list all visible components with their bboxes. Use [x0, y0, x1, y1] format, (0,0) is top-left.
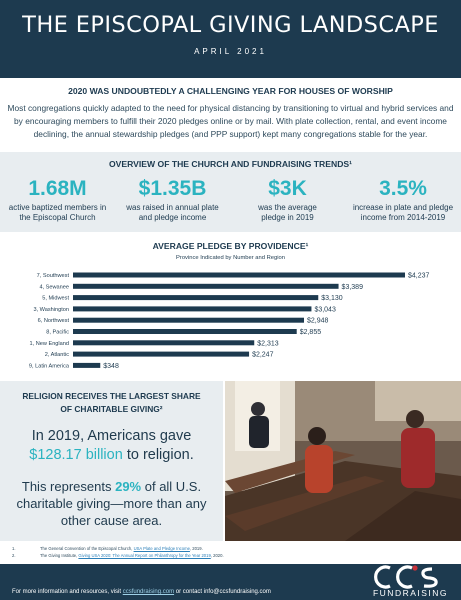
- giving-statement: In 2019, Americans gave $128.17 billion to religion.: [29, 428, 194, 463]
- stat-value: $3K: [268, 177, 307, 200]
- category-label: 7, Southwest: [36, 273, 69, 279]
- giving-amount: $128.17 billion: [29, 447, 123, 463]
- category-label: 5, Midwest: [42, 295, 69, 302]
- pledge-bar: [73, 329, 297, 334]
- pledge-bar: [73, 363, 100, 368]
- value-label: $3,389: [341, 283, 363, 291]
- footer-contact: For more information and resources, visit ccsfundraising.com or contact info@ccsfundraising.com: [12, 589, 271, 595]
- giving-share-statement: This represents 29% of all U.S. charitable giving—more than any other cause area.: [16, 479, 207, 528]
- value-label: $2,948: [306, 317, 329, 325]
- footnotes: [0, 541, 461, 564]
- value-label: $3,043: [314, 306, 336, 314]
- category-label: 2, Atlantic: [44, 352, 69, 359]
- chart-title: AVERAGE PLEDGE BY PROVIDENCE¹: [152, 241, 309, 251]
- value-label: $348: [103, 362, 119, 370]
- stat-increase: [345, 178, 461, 223]
- value-label: $3,130: [321, 295, 343, 303]
- category-label: 4, Sewanee: [39, 284, 69, 291]
- intro-paragraph: Most congregations quickly adapted to the need for physical distancing by transitioning to virtual and hybrid services and by encouraging members to fulfill their 2020 pledges online or by mail. With plate collection, rental, and event income declining, the annual stewardship pledges (and PPP support) kept many congregations stable for the year.: [7, 103, 454, 139]
- value-label: $2,247: [252, 351, 274, 359]
- giving-percent: 29%: [115, 479, 142, 494]
- pledge-bar: [73, 273, 405, 278]
- page-title: THE EPISCOPAL GIVING LANDSCAPE: [22, 12, 439, 38]
- stat-value: 3.5%: [379, 177, 427, 200]
- footnote-link[interactable]: Giving USA 2020: The Annual Report on Philanthropy for the Year 2019: [78, 553, 211, 558]
- stat-label: active baptized members in the Episcopal Church: [8, 203, 107, 223]
- pledge-bar: [73, 352, 249, 357]
- header-banner: [0, 0, 461, 78]
- value-label: $4,237: [408, 272, 430, 280]
- stat-value: $1.35B: [138, 177, 207, 200]
- value-label: $2,313: [257, 340, 279, 348]
- stat-label: was the average pledge in 2019: [258, 203, 317, 223]
- category-label: 3, Washington: [33, 306, 69, 313]
- value-label: $2,855: [299, 329, 322, 336]
- pledge-bar: [73, 295, 318, 300]
- category-label: 1, New England: [29, 340, 69, 347]
- ccs-logo-mark-icon: [360, 564, 461, 590]
- stat-value: 1.68M: [28, 177, 87, 200]
- overview-heading: OVERVIEW OF THE CHURCH AND FUNDRAISING TRENDS¹: [108, 159, 353, 169]
- pledge-bar: [73, 340, 254, 345]
- footnote-2: 2. The Giving Institute, Giving USA 2020: The Annual Report on Philanthropy for the Year 2019, 2020.: [12, 553, 224, 558]
- pledge-bar-chart: [0, 268, 461, 378]
- category-label: 6, Northwest: [37, 318, 69, 325]
- website-link[interactable]: ccsfundraising.com: [122, 589, 175, 595]
- stat-label: was raised in annual plate and pledge income: [126, 203, 219, 223]
- category-label: 8, Pacific: [46, 329, 69, 336]
- stat-average-pledge: [230, 178, 345, 223]
- overview-panel: [0, 152, 461, 232]
- pledge-bar: [73, 306, 311, 311]
- pledge-bar: [73, 318, 304, 323]
- ccs-logo: [360, 564, 461, 600]
- intro-heading: 2020 WAS UNDOUBTEDLY A CHALLENGING YEAR FOR HOUSES OF WORSHIP: [68, 86, 393, 96]
- logo-wordmark: FUNDRAISING: [372, 588, 449, 598]
- footnote-1: 1. The General Convention of the Episcopal Church, USA Plate and Pledge Income, 2019.: [12, 546, 203, 551]
- pledge-bar: [73, 284, 339, 289]
- church-pews-photo: [225, 381, 461, 541]
- chart-subtitle: Province Indicated by Number and Region: [176, 255, 285, 261]
- category-label: 9, Latin America: [28, 363, 69, 370]
- footer-bar: [0, 564, 461, 600]
- stat-income: [115, 178, 230, 223]
- report-date: APRIL 2021: [194, 47, 267, 56]
- footnote-link[interactable]: USA Plate and Pledge Income: [133, 546, 190, 551]
- stat-members: [0, 178, 115, 223]
- giving-heading: RELIGION RECEIVES THE LARGEST SHARE OF CHARITABLE GIVING²: [22, 391, 201, 414]
- giving-panel: [0, 381, 223, 541]
- stat-label: increase in plate and pledge income from 2014-2019: [352, 203, 454, 223]
